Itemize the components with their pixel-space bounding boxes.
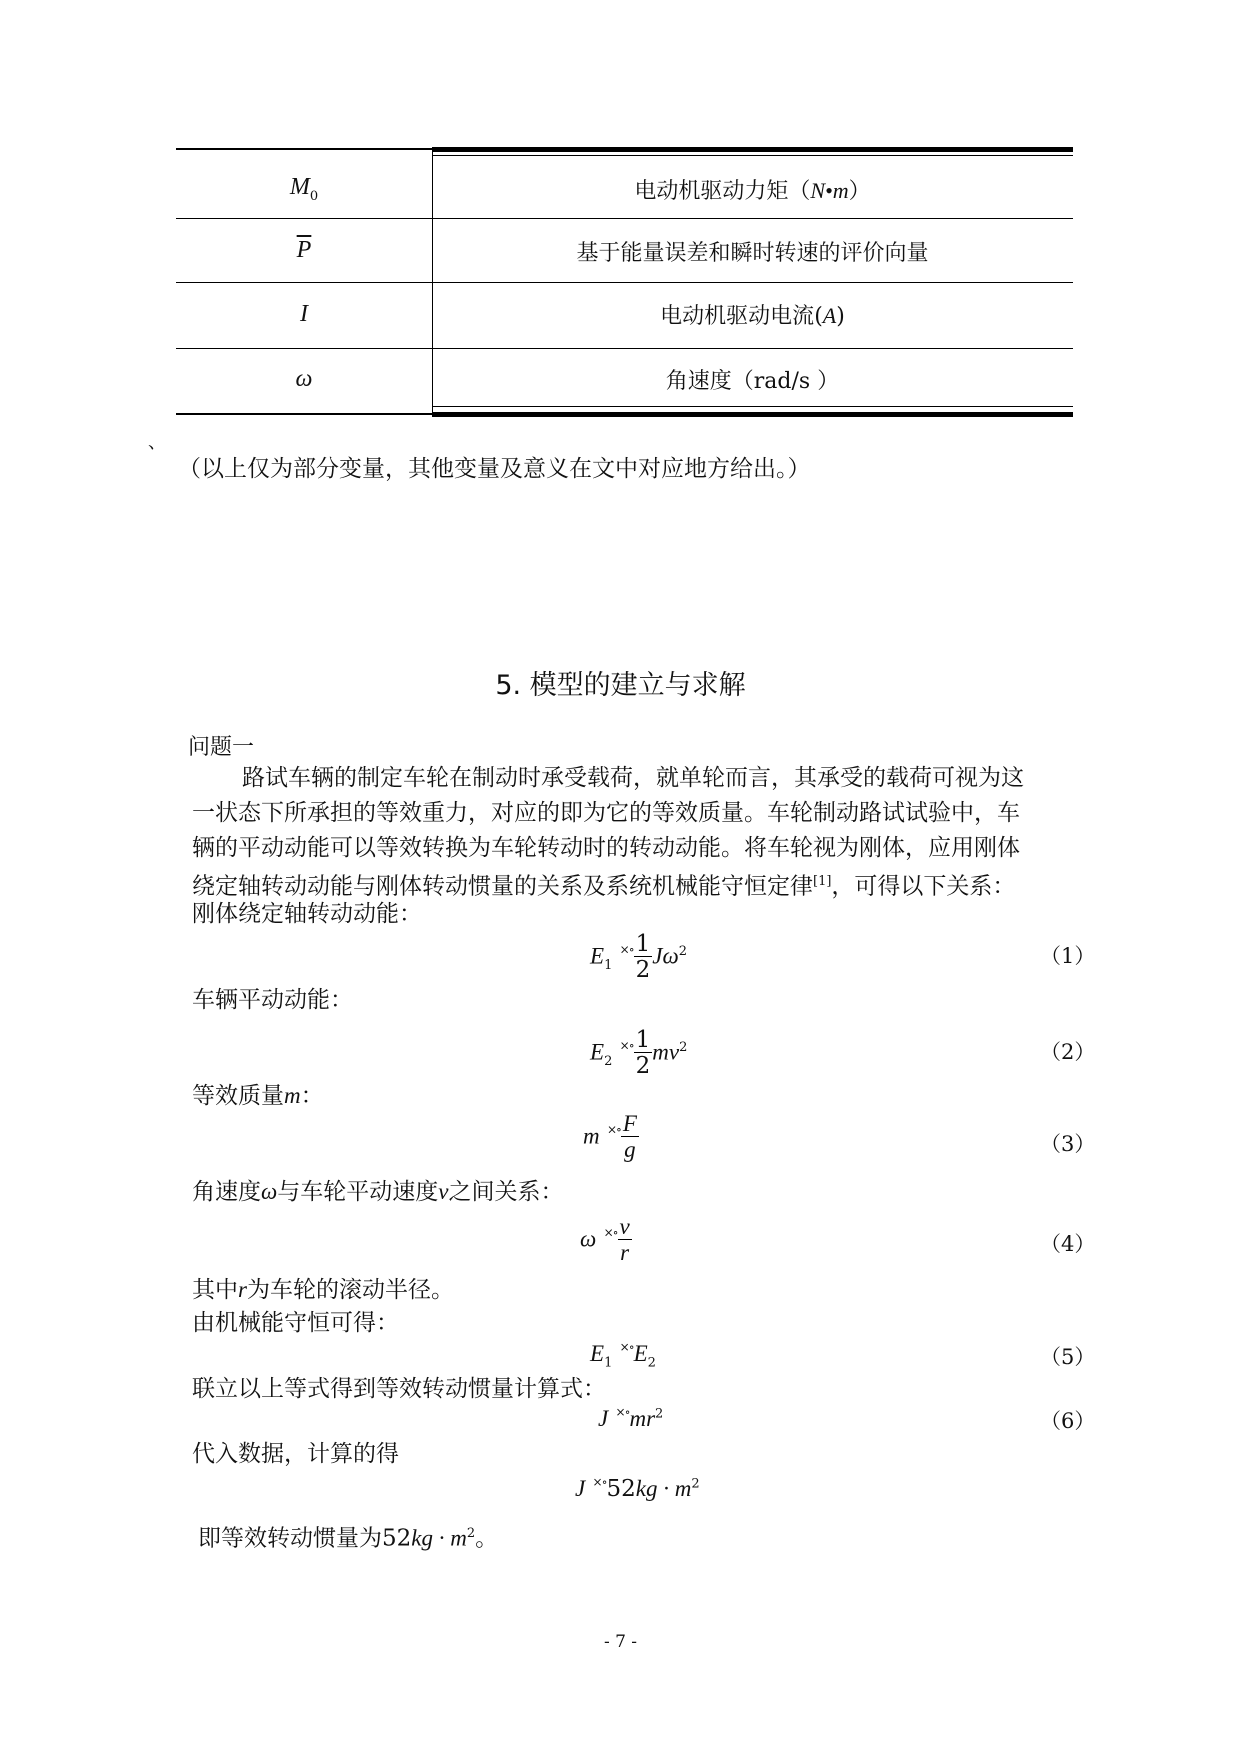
eq-rhs: mv [652,1039,680,1065]
fraction-numerator: v [619,1214,630,1239]
symbol-text: I [300,301,308,327]
label-omega [192,1176,563,1208]
fraction [634,932,653,983]
table-bottom-rule [176,413,432,415]
equals-glyph: ×∘ [606,1122,621,1137]
page-number: - 7 - [603,1632,638,1652]
table-row-2-description [432,236,1073,267]
equation-number: （4） [1040,1232,1096,1256]
eq-rhs-number: 52 [606,1476,636,1502]
equation-number: （6） [1040,1409,1096,1433]
description-close: ） [848,179,871,204]
label-text: 等效质量 [192,1083,284,1109]
label-var: r [238,1277,247,1302]
label-text: 即等效转动惯量为 [198,1525,382,1552]
table-bottom-inner-rule [432,406,1073,407]
label-text: 。 [475,1525,499,1552]
paragraph-line: 一状态下所承担的等效重力，对应的即为它的等效质量。车轮制动路试试验中，车 [192,800,1020,826]
eq-rhs: kg · m [635,1476,692,1501]
table-row-divider [176,218,1073,219]
fraction-numerator: F [622,1111,637,1136]
eq-lhs: J [575,1476,586,1501]
symbol-text: ω [295,366,313,392]
table-row-divider [176,282,1073,283]
table-bottom-thick-rule [432,412,1073,417]
eq-rhs: E [633,1341,648,1366]
equation-2 [590,1028,687,1079]
eq-rhs-sup: 2 [678,943,687,959]
eq-lhs: E [590,943,605,969]
paragraph-line: 刚体绕定轴转动动能： [192,901,422,927]
equals-glyph: ×∘ [619,1038,634,1053]
eq-lhs-sub: 1 [604,958,613,974]
eq-lhs: E [590,1341,605,1366]
table-top-thick-rule [432,147,1073,152]
table-row-3-description [432,299,1073,330]
equation-3 [583,1112,639,1163]
label-result [198,1518,498,1555]
label-var: v [438,1179,449,1204]
subsection-title: 问题一 [188,735,255,760]
description-text: 角速度（rad/s ） [665,369,840,394]
equation-1 [590,932,687,983]
stray-mark: 、 [148,432,166,453]
section-title: 5. 模型的建立与求解 [495,670,746,701]
label-text: 与车轮平动速度 [277,1179,439,1205]
eq-rhs-sup: 2 [655,1406,664,1422]
table-top-inner-rule [432,155,1073,156]
eq-lhs: J [598,1406,609,1431]
equals-glyph: ×∘ [603,1225,618,1240]
table-top-rule [176,148,432,150]
eq-rhs-sub: 2 [647,1355,656,1371]
label-vehicle-ke: 车辆平动动能： [192,987,353,1013]
table-row-1-description [432,174,1073,205]
fraction-denominator: g [624,1137,636,1162]
eq-rhs-sup: 2 [691,1476,700,1492]
label-substitute: 代入数据，计算的得 [192,1441,399,1467]
equals-glyph: ×∘ [619,1340,634,1354]
equals-glyph: ×∘ [619,942,634,957]
description-paren-close: ) [836,304,845,329]
table-row-3-symbol [176,299,432,328]
description-text: 电动机驱动力矩（ [634,179,811,204]
table-note: （以上仅为部分变量，其他变量及意义在文中对应地方给出。） [178,456,811,482]
equation-number: （3） [1040,1132,1096,1156]
label-text: 为车轮的滚动半径。 [246,1277,454,1303]
symbol-subscript: 0 [309,188,319,204]
eq-rhs: Jω [652,943,679,969]
label-var: m [284,1083,301,1108]
eq-rhs: mr [629,1406,656,1431]
fraction-denominator: 2 [635,957,651,983]
fraction-numerator: 1 [635,931,651,957]
table-row-4-symbol [176,364,432,393]
label-combine: 联立以上等式得到等效转动惯量计算式： [192,1376,606,1402]
equals-glyph: ×∘ [592,1475,607,1489]
table-row-1-symbol [176,172,432,204]
eq-rhs-sup: 2 [679,1039,688,1055]
label-mass [192,1080,324,1112]
fraction [618,1215,632,1266]
symbol-text: M [289,174,310,200]
label-energy: 由机械能守恒可得： [192,1310,399,1336]
description-paren-open: ( [814,304,823,329]
description-math: N•m [810,178,849,203]
fraction [634,1028,653,1079]
paragraph-line: 辆的平动动能可以等效转换为车轮转动时的转动动能。将车轮视为刚体，应用刚体 [192,835,1020,861]
table-row-4-description [432,364,1073,395]
description-math: A [822,303,837,328]
paragraph-text: 绕定轴转动动能与刚体转动惯量的关系及系统机械能守恒定律 [192,873,813,900]
result-value: 52 [382,1525,412,1552]
eq-lhs-sub: 1 [604,1355,613,1371]
label-text: 角速度 [192,1179,261,1205]
description-text: 电动机驱动电流 [660,304,815,329]
label-text: 之间关系： [448,1179,564,1205]
fraction-numerator: 1 [635,1027,651,1053]
label-radius [192,1274,454,1306]
equation-4 [580,1215,632,1266]
description-text: 基于能量误差和瞬时转速的评价向量 [576,241,929,266]
eq-lhs-sub: 2 [604,1054,613,1070]
equation-7 [575,1475,700,1502]
result-unit: kg · m [411,1525,467,1551]
paragraph-text: ，可得以下关系： [831,873,1016,900]
equals-glyph: ×∘ [615,1405,630,1419]
eq-lhs: E [590,1039,605,1065]
equation-number: （5） [1040,1345,1096,1369]
equation-number: （2） [1040,1040,1096,1064]
label-text: ： [300,1083,324,1109]
equation-number: （1） [1040,944,1096,968]
citation-ref[interactable]: [1] [813,874,832,889]
label-text: 其中 [192,1277,238,1303]
paragraph-line: 路试车辆的制定车轮在制动时承受载荷，就单轮而言，其承受的载荷可视为这 [242,765,1024,791]
fraction-denominator: r [620,1240,630,1265]
eq-lhs: ω [580,1226,597,1252]
equation-5 [590,1340,656,1371]
symbol-text: $\overline{P}$ [296,237,312,263]
fraction-denominator: 2 [635,1053,651,1079]
table-row-2-symbol [176,235,432,264]
fraction [621,1112,639,1163]
equation-6 [598,1405,663,1432]
eq-lhs: m [583,1123,600,1149]
label-var: ω [261,1179,278,1204]
table-row-divider [176,348,1073,349]
result-unit-sup: 2 [466,1526,476,1541]
